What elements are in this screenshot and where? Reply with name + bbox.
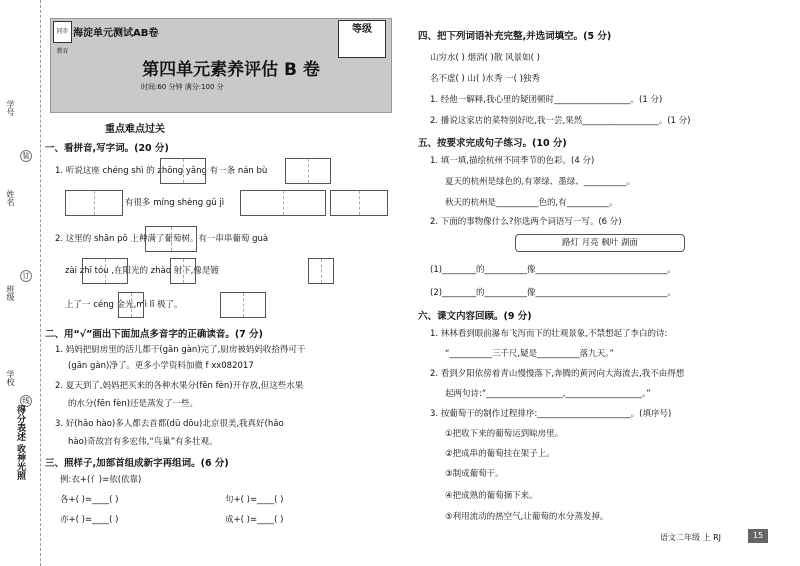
step-item: ①把收下来的葡萄运到晾房里。	[445, 429, 564, 439]
section-3-heading: 三、照样子,加部首组成新字再组词。(6 分)	[45, 458, 229, 469]
poly-q2: 2. 夏天到了,妈妈把买来的各种水果分(fēn fèn)开存放,但这些水果	[55, 381, 304, 391]
radical-row: 各+( )=____( )	[60, 495, 119, 505]
binding-ring: 装	[20, 150, 32, 162]
idiom-row: 名不虚( ) 山( )水秀 一( )独秀	[430, 74, 540, 84]
pinyin-grid[interactable]	[240, 190, 326, 216]
pinyin-grid[interactable]	[82, 258, 128, 284]
logo-icon: 同步教育	[53, 21, 72, 43]
recall-q2: 2. 看到夕阳依傍着青山慢慢落下,奔腾的黄河向大海流去,我不由得想	[430, 369, 685, 379]
footer-label: 语文二年级 上 RJ	[660, 533, 722, 542]
section-1-heading: 一、看拼音,写字词。(20 分)	[45, 143, 169, 154]
section-banner: 重点难点过关	[105, 124, 165, 135]
binding-ring: 线	[20, 395, 32, 407]
student-id-label: 学号	[6, 100, 15, 116]
recall-q3: 3. 按葡萄干的制作过程排序:______________________。(填序号)	[430, 409, 672, 419]
binding-ring: 订	[20, 270, 32, 282]
step-item: ⑤利用流动的热空气,让葡萄的水分蒸发掉。	[445, 512, 609, 522]
q2-line: 2. 这里的 shān pō 上种满了葡萄树。有一串串葡萄 guà	[55, 234, 269, 244]
q1-line: 1. 听说这座 chéng shì 的 zhōng yǎng 有一条 nán bù	[55, 166, 268, 176]
binding-stamp: 得分表述 收神光照	[15, 405, 25, 481]
simile-line: (2)________的__________像_______________________________。	[430, 288, 676, 298]
pinyin-grid[interactable]	[170, 258, 196, 284]
fill-q1: 1. 经他一解释,我心里的疑团顿时__________________。(1 分)	[430, 95, 663, 105]
recall-q1: 1. 林林看到眼前瀑布飞泻而下的壮观景象,不禁想起了李白的诗:	[430, 329, 668, 339]
page-title: 第四单元素养评估 B 卷	[142, 60, 320, 80]
pinyin-grid[interactable]	[285, 158, 331, 184]
q2-line2: zài zhī tóu ,在阳光的 zhào 射下,像是镀	[65, 266, 219, 276]
grade-box	[338, 20, 386, 58]
poly-q1: 1. 妈妈把厨房里的活儿都干(gān gàn)完了,厨房被妈妈收拾得可干	[55, 345, 306, 355]
pinyin-grid[interactable]	[160, 158, 206, 184]
autumn-line: 秋天的杭州是__________色的,有__________。	[445, 198, 618, 208]
section-4-heading: 四、把下列词语补充完整,并选词填空。(5 分)	[418, 31, 612, 42]
idiom-row: 山穷水( ) 烟消( )散 风景如( )	[430, 53, 540, 63]
time-score-info: 时间:60 分钟 满分:100 分	[141, 83, 224, 91]
school-label: 学校	[6, 370, 15, 386]
summer-line: 夏天的杭州是绿色的,有翠绿、墨绿、__________。	[445, 177, 635, 187]
example-line: 例:衣+(亻)=依(依靠)	[60, 475, 142, 485]
section-5-heading: 五、按要求完成句子练习。(10 分)	[418, 138, 567, 149]
step-item: ③制成葡萄干。	[445, 469, 504, 479]
name-label: 姓名	[6, 190, 15, 206]
page-number: 15	[748, 529, 768, 543]
class-label: 班级	[6, 285, 15, 301]
binding-strip	[0, 0, 41, 566]
grade-label: 等级	[352, 24, 372, 35]
brand-title: 海淀单元测试AB卷	[73, 28, 159, 39]
fill-q2: 2. 播说这家店的菜特别好吃,我一尝,果然__________________。(1 分)	[430, 116, 691, 126]
section-2-heading: 二、用“√”画出下面加点多音字的正确读音。(7 分)	[45, 329, 263, 340]
radical-row: 句+( )=____( )	[225, 495, 284, 505]
q2-line3: 上了一 céng 金光,mì lǐ 极了。	[65, 300, 183, 310]
pinyin-grid[interactable]	[65, 190, 123, 216]
section-6-heading: 六、课文内容回顾。(9 分)	[418, 311, 532, 322]
poly-q3b: hào)奇故宫有多宏伟,“鸟巢”有多壮观。	[68, 437, 218, 447]
radical-row: 成+( )=____( )	[225, 515, 284, 525]
pinyin-grid[interactable]	[330, 190, 388, 216]
q1-line2: 有很多 míng shèng gǔ jì	[125, 198, 225, 208]
pinyin-grid[interactable]	[308, 258, 334, 284]
word-bank: 路灯 月亮 枫叶 湖面	[515, 234, 685, 252]
step-item: ④把成熟的葡萄摘下来。	[445, 491, 538, 501]
pinyin-grid[interactable]	[145, 226, 197, 252]
recall-q1b: “__________三千尺,疑是__________落九天。”	[445, 349, 614, 359]
step-item: ②把成串的葡萄挂在架子上。	[445, 449, 555, 459]
poly-q3: 3. 好(hǎo hào)多人都去首都(dū dōu)北京很美,我真好(hǎo	[55, 419, 284, 429]
color-q: 1. 填一填,描绘杭州不同季节的色彩。(4 分)	[430, 156, 595, 166]
pinyin-grid[interactable]	[220, 292, 266, 318]
simile-line: (1)________的__________像_______________________________。	[430, 265, 676, 275]
poly-q1b: (gān gàn)净了。更多小学资料加微 f xx082017	[68, 361, 254, 371]
poly-q2b: 的水分(fēn fèn)还是蒸发了一些。	[68, 399, 199, 409]
pinyin-grid[interactable]	[118, 292, 144, 318]
simile-q: 2. 下面的事物像什么?你选两个词语写一写。(6 分)	[430, 217, 622, 227]
radical-row: 亦+( )=____( )	[60, 515, 119, 525]
recall-q2b: 起两句诗:“__________________,__________________。”	[445, 389, 651, 399]
